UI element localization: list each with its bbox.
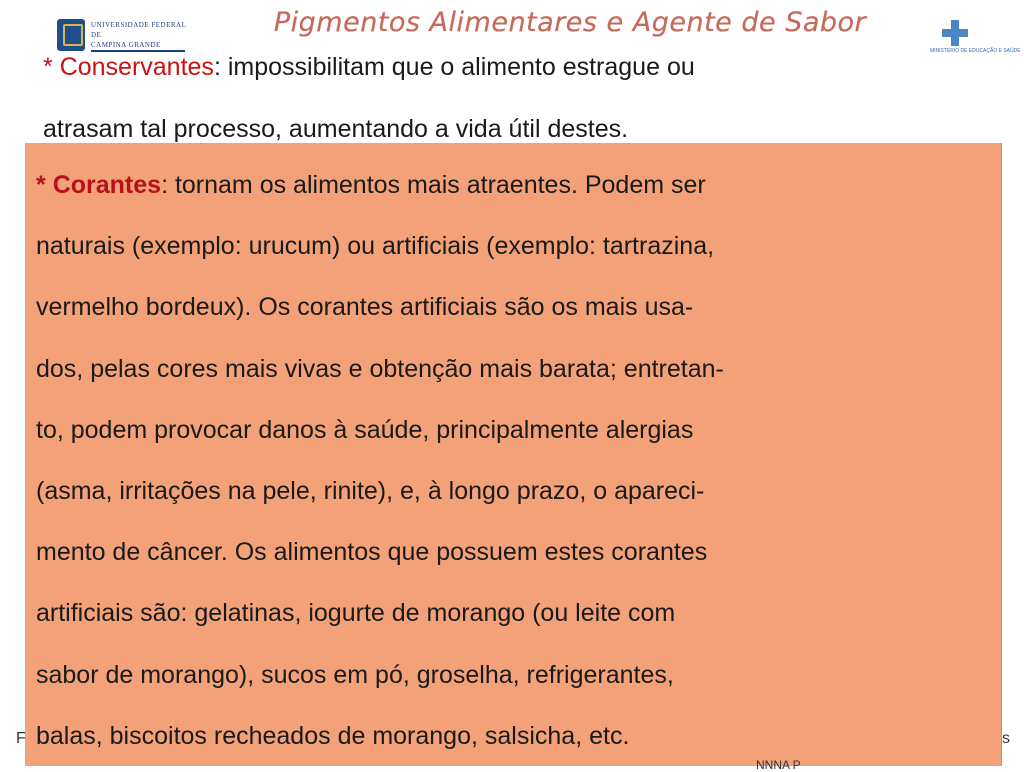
- corantes-line: [36, 155, 986, 216]
- ufcg-logo-line1: UNIVERSIDADE FEDERAL DE: [91, 21, 187, 39]
- corantes-line: vermelho bordeux). Os corantes artificiais são os mais usa-: [36, 293, 694, 322]
- corantes-line: (asma, irritações na pele, rinite), e, à longo prazo, o apareci-: [36, 477, 705, 506]
- conservantes-line2: atrasam tal processo, aumentando a vida útil destes.: [43, 115, 629, 143]
- corantes-marker: *: [36, 171, 53, 199]
- corantes-line: dos, pelas cores mais vivas e obtenção mais barata; entretan-: [36, 354, 724, 383]
- corantes-line: to, podem provocar danos à saúde, principalmente alergias: [36, 415, 694, 444]
- conservantes-keyword: Conservantes: [59, 53, 214, 81]
- conservantes-marker: *: [43, 53, 60, 81]
- corantes-line: naturais (exemplo: urucum) ou artificiais (exemplo: tartrazina,: [36, 232, 715, 261]
- corantes-line: artificiais são: gelatinas, iogurte de morango (ou leite com: [36, 599, 676, 628]
- edge-right-fragment: s: [1002, 730, 1010, 747]
- corantes-line: balas, biscoitos recheados de morango, salsicha, etc.: [36, 721, 630, 750]
- ufcg-logo-line2: CAMPINA GRANDE: [91, 41, 161, 49]
- corantes-box: [25, 143, 1002, 766]
- ministry-logo-text: MINISTÉRIO DE EDUCAÇÃO E SAÚDE: [930, 48, 1021, 54]
- corantes-paragraph: [36, 155, 986, 767]
- edge-bottom-fragment: NNNA P: [756, 758, 801, 772]
- corantes-keyword: Corantes: [52, 171, 162, 199]
- conservantes-line1: : impossibilitam que o alimento estrague ou: [213, 53, 695, 81]
- edge-left-fragment: F: [16, 730, 26, 747]
- slide-title: Pigmentos Alimentares e Agente de Sabor: [273, 7, 867, 38]
- corantes-line: sabor de morango), sucos em pó, groselha, refrigerantes,: [36, 660, 674, 689]
- conservantes-paragraph: [43, 36, 963, 160]
- corantes-line-text: : tornam os alimentos mais atraentes. Podem ser: [161, 171, 706, 199]
- corantes-line: mento de câncer. Os alimentos que possuem estes corantes: [36, 538, 708, 567]
